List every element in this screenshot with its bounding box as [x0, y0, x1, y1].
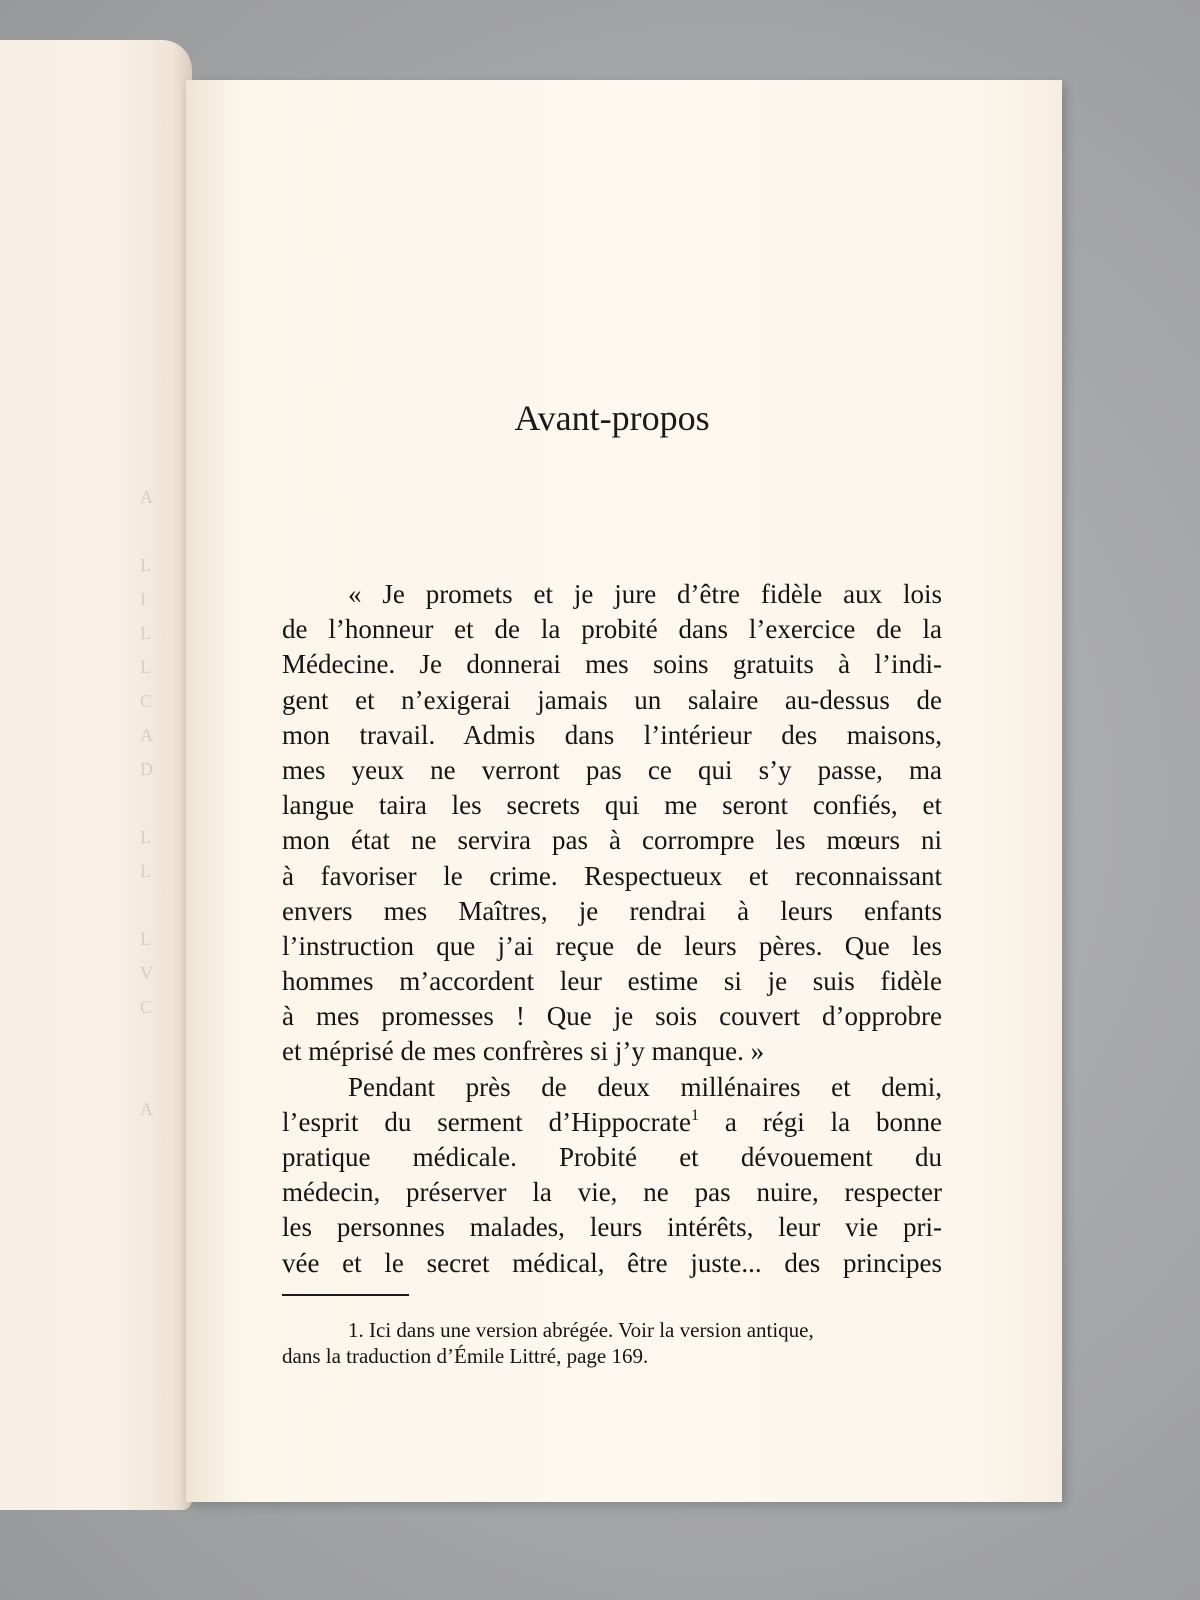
text-line: médecin, préserver la vie, ne pas nuire, respecter	[282, 1177, 942, 1208]
facing-page-left	[0, 40, 192, 1510]
text-line: vée et le secret médical, être juste... des principes	[282, 1247, 942, 1278]
footnote-line: dans la traduction d’Émile Littré, page 169.	[282, 1344, 649, 1368]
text-line: mes yeux ne verront pas ce qui s’y passe, ma	[282, 754, 942, 785]
text-line: mon état ne servira pas à corrompre les mœurs ni	[282, 825, 942, 856]
text-line: les personnes malades, leurs intérêts, leur vie pri-	[282, 1212, 942, 1243]
body-text	[282, 577, 942, 1281]
text-segment: l’esprit du serment d’Hippocrate	[282, 1106, 692, 1137]
text-line-with-footnote	[282, 1105, 942, 1140]
text-line: gent et n’exigerai jamais un salaire au-dessus de	[282, 684, 942, 715]
text-line: à mes promesses ! Que je sois couvert d’opprobre	[282, 1001, 942, 1032]
chapter-title: Avant-propos	[514, 398, 710, 438]
footnote-line: 1. Ici dans une version abrégée. Voir la version antique,	[348, 1318, 814, 1342]
footnote	[282, 1317, 942, 1369]
text-line: l’instruction que j’ai reçue de leurs pères. Que les	[282, 930, 942, 961]
text-line: Pendant près de deux millénaires et demi,	[348, 1071, 942, 1102]
text-line: Médecine. Je donnerai mes soins gratuits à l’indi-	[282, 649, 942, 680]
text-line: à favoriser le crime. Respectueux et reconnaissant	[282, 860, 942, 891]
bleed-through-text: A L I L L C A D L L L V C A	[140, 487, 153, 1119]
text-line: mon travail. Admis dans l’intérieur des maisons,	[282, 719, 942, 750]
text-line: pratique médicale. Probité et dévouement du	[282, 1142, 942, 1172]
text-segment: a régi la bonne	[699, 1106, 942, 1137]
text-line: envers mes Maîtres, je rendrai à leurs enfants	[282, 895, 942, 926]
text-line: « Je promets et je jure d’être fidèle aux lois	[348, 579, 942, 609]
text-line: et méprisé de mes confrères si j’y manque. »	[282, 1036, 765, 1067]
footnote-reference: 1	[691, 1106, 700, 1124]
footnote-divider	[282, 1294, 409, 1296]
text-line: langue taira les secrets qui me seront confiés, et	[282, 790, 942, 821]
text-line: de l’honneur et de la probité dans l’exercice de la	[282, 614, 942, 645]
text-line: hommes m’accordent leur estime si je suis fidèle	[282, 966, 942, 997]
